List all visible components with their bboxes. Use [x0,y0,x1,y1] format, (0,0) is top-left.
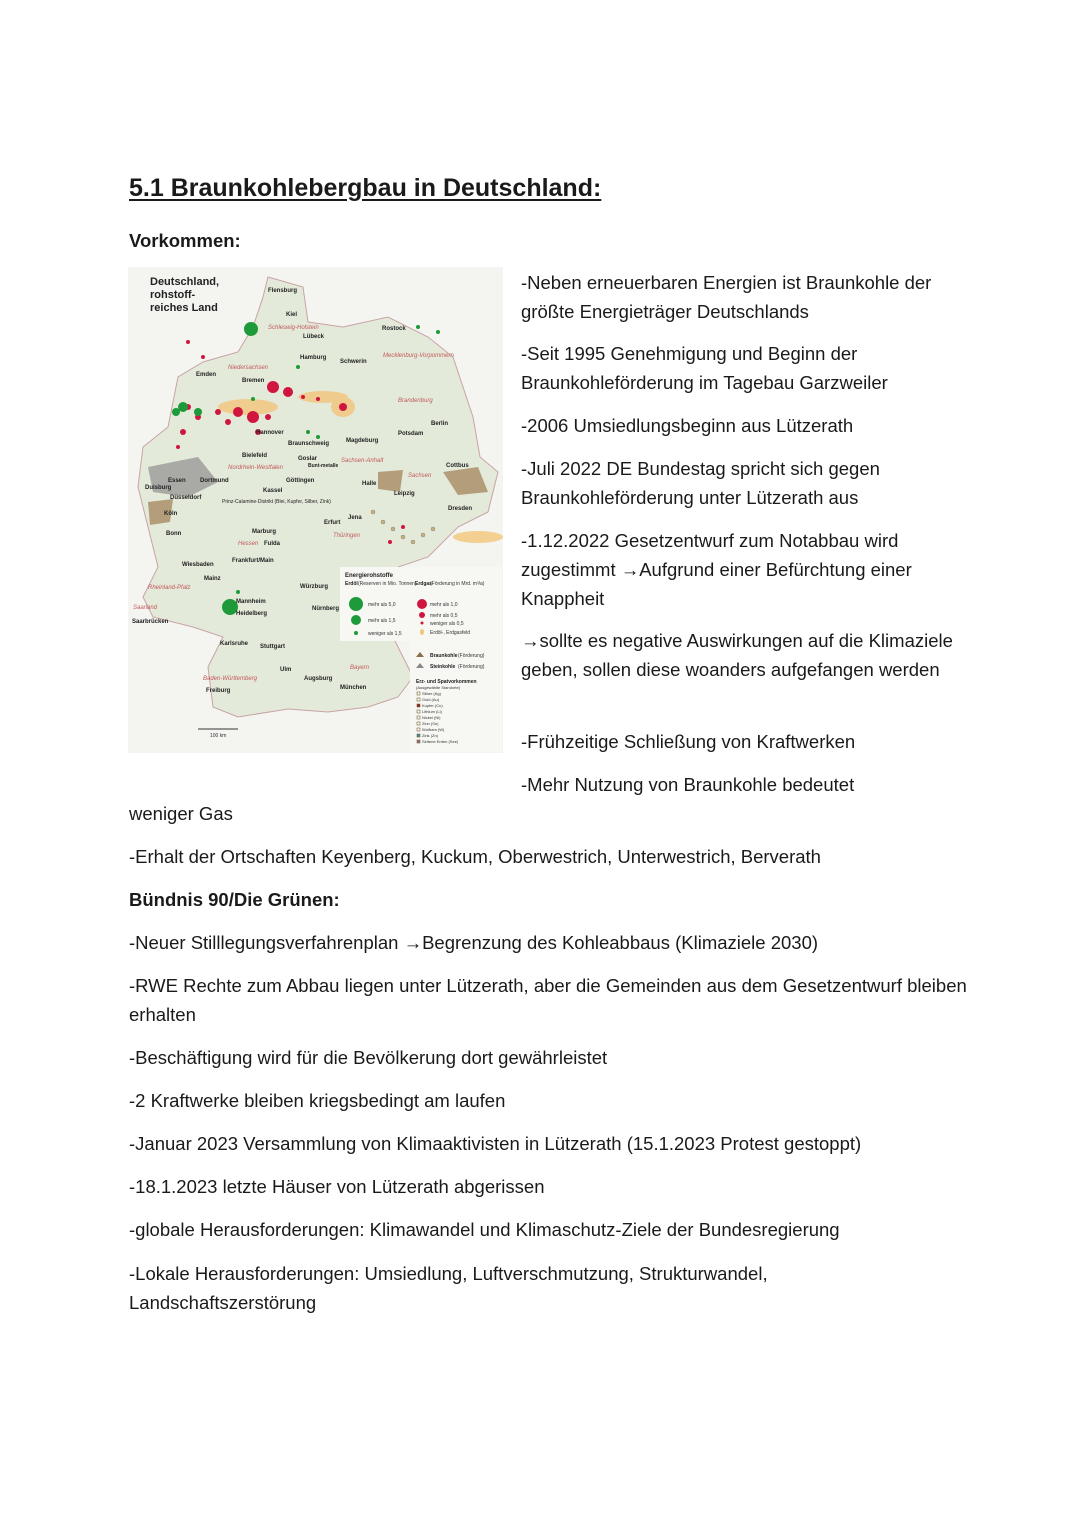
state-label: Sachsen [408,473,432,479]
city-label: Potsdam [398,431,424,437]
heading-vorkommen: Vorkommen: [129,230,241,251]
city-label: Rostock [382,326,406,332]
map-title-2: rohstoff- [150,289,196,301]
legend-text: (Förderung in Mrd. m³/a) [430,581,485,587]
scale-label: 100 km [210,733,227,739]
city-label: Magdeburg [346,438,379,444]
city-label: Saarbrücken [132,619,169,625]
legend-text: mehr als 0,5 [430,613,458,619]
city-label: Braunschweig [288,441,330,447]
point-mehr-nutzung: -Mehr Nutzung von Braunkohle bedeutet [521,774,855,795]
point-weniger-gas: weniger Gas [129,803,233,824]
gruene-point: -Neuer Stilllegungsverfahrenplan →Begrenzung des Kohleabbaus (Klimaziele 2030) [129,932,819,953]
state-label: Brandenburg [398,398,433,404]
city-label: Goslar [298,456,318,462]
gruene-point: -globale Herausforderungen: Klimawandel und Klimaschutz-Ziele der Bundesregierung [129,1219,840,1240]
city-label: Würzburg [300,584,328,590]
city-label: Bremen [242,378,265,384]
gruene-point: -RWE Rechte zum Abbau liegen unter Lützerath, aber die Gemeinden aus dem Gesetzentwurf bleiben erhalten [129,975,967,1025]
gruene-point: -18.1.2023 letzte Häuser von Lützerath abgerissen [129,1176,545,1197]
city-label: Freiburg [206,688,231,694]
point-schliessung: -Frühzeitige Schließung von Kraftwerken [521,731,856,752]
state-label: Sachsen-Anhalt [341,458,384,464]
city-label: Marburg [252,529,276,535]
state-label: Rheinland-Pfalz [148,585,191,591]
legend-text: (Ausgewählte Standorte) [416,685,461,690]
city-label: Mainz [204,576,221,582]
legend-text: Wolfram (W) [422,727,445,732]
city-label: Lübeck [303,334,325,340]
city-label: Frankfurt/Main [232,558,274,564]
legend-text: Kupfer (Cu) [422,703,443,708]
point-notabbau: -1.12.2022 Gesetzentwurf zum Notabbau wird zugestimmt →Aufgrund einer Befürchtung einer Knappheit [521,530,912,609]
state-label: Baden-Württemberg [203,676,258,682]
legend-text: weniger als 0,5 [430,621,464,627]
state-label: Nordrhein-Westfalen [228,465,283,471]
point-energietraeger: -Neben erneuerbaren Energien ist Braunkohle der größte Energieträger Deutschlands [521,272,932,322]
legend-text: (Förderung) [458,664,485,670]
legend-text: mehr als 5,0 [368,602,396,608]
city-label: Stuttgart [260,644,285,650]
state-label: Prinz-Calamine-Distrikt (Blei, Kupfer, Silber, Zink) [222,499,331,505]
city-label: Bonn [166,531,182,537]
legend-text: Lithium (Li) [422,709,442,714]
city-label: Jena [348,515,362,521]
city-label: Kassel [263,488,283,494]
page-title: 5.1 Braunkohlebergbau in Deutschland: [129,174,602,202]
legend-text: Erdöl [345,581,358,587]
city-label: Emden [196,372,217,378]
city-label: Göttingen [286,478,315,484]
city-label: Fulda [264,541,280,547]
point-klimaziele: →sollte es negative Auswirkungen auf die Klimaziele geben, sollen diese woanders aufgefangen werden [521,630,953,680]
city-label: München [340,685,367,691]
heading-gruene: Bündnis 90/Die Grünen: [129,889,340,910]
city-label: Hamburg [300,355,327,361]
legend-text: Gold (Au) [422,697,440,702]
city-label: Köln [164,511,178,517]
city-label: Bielefeld [242,453,268,459]
gruene-point: -2 Kraftwerke bleiben kriegsbedingt am laufen [129,1090,506,1111]
point-umsiedlung: -2006 Umsiedlungsbeginn aus Lützerath [521,415,854,436]
legend-text: weniger als 1,5 [368,631,402,637]
map-title-1: Deutschland, [150,276,220,288]
legend-text: Nickel (Ni) [422,715,441,720]
city-label: Dresden [448,506,473,512]
city-label: Nürnberg [312,606,339,612]
city-label: Hannover [256,430,284,436]
legend-text: Zink (Zn) [422,733,438,738]
city-label: Schwerin [340,359,367,365]
state-label: Mecklenburg-Vorpommern [383,353,454,359]
legend-text: Steinkohle [430,664,456,670]
city-label: Leipzig [394,491,415,497]
legend-text: mehr als 1,5 [368,618,396,624]
point-garzweiler: -Seit 1995 Genehmigung und Beginn der Braunkohleförderung im Tagebau Garzweiler [521,343,888,393]
city-label: Karlsruhe [220,641,249,647]
state-label: Hessen [238,541,259,547]
legend-text: Seltene Erden (See) [422,739,459,744]
legend-text: Silber (Ag) [422,691,441,696]
germany-resources-map [128,267,503,753]
city-label: Erfurt [324,520,341,526]
city-label: Cottbus [446,463,469,469]
legend-text: Erz- und Spatvorkommen [416,679,477,685]
legend-text: Zinn (Sn) [422,721,439,726]
legend-text: Erdöl-, Erdgasfeld [430,630,471,636]
gruene-point: -Januar 2023 Versammlung von Klimaaktivisten in Lützerath (15.1.2023 Protest gestoppt) [129,1133,862,1154]
point-bundestag: -Juli 2022 DE Bundestag spricht sich gegen Braunkohleförderung unter Lützerath aus [521,458,880,508]
state-label: Bunt-metalle [308,463,339,469]
gruene-point: -Beschäftigung wird für die Bevölkerung dort gewährleistet [129,1047,608,1068]
city-label: Düsseldorf [170,495,202,501]
city-label: Ulm [280,667,292,673]
lignite-area-mitteldeutschland [378,470,403,492]
city-label: Berlin [431,421,449,427]
state-label: Niedersachsen [228,365,269,371]
legend-text: (Förderung) [458,653,485,659]
city-label: Augsburg [304,676,333,682]
city-label: Essen [168,478,186,484]
map-graphic [128,267,503,753]
point-ortschaften: -Erhalt der Ortschaften Keyenberg, Kuckum, Oberwestrich, Unterwestrich, Berverath [129,846,821,867]
legend-text: Braunkohle [430,653,458,659]
city-label: Halle [362,481,377,487]
map-title-3: reiches Land [150,302,218,314]
legend-text: mehr als 1,0 [430,602,458,608]
legend-text: Erdgas [415,581,432,587]
state-label: Schleswig-Holstein [268,325,319,331]
city-label: Mannheim [236,599,266,605]
city-label: Dortmund [200,478,229,484]
gruene-point: -Lokale Herausforderungen: Umsiedlung, Luftverschmutzung, Strukturwandel, Landschaftszerstörung [129,1263,768,1313]
city-label: Kiel [286,312,298,318]
city-label: Wiesbaden [182,562,214,568]
city-label: Heidelberg [236,611,268,617]
state-label: Bayern [350,665,370,671]
legend-text: (Reserven in Mio. Tonnen) [358,581,417,587]
state-label: Saarland [133,605,158,611]
city-label: Flensburg [268,288,298,294]
city-label: Duisburg [145,485,172,491]
legend-text: Energierohstoffe [345,573,394,579]
state-label: Thüringen [333,533,361,539]
